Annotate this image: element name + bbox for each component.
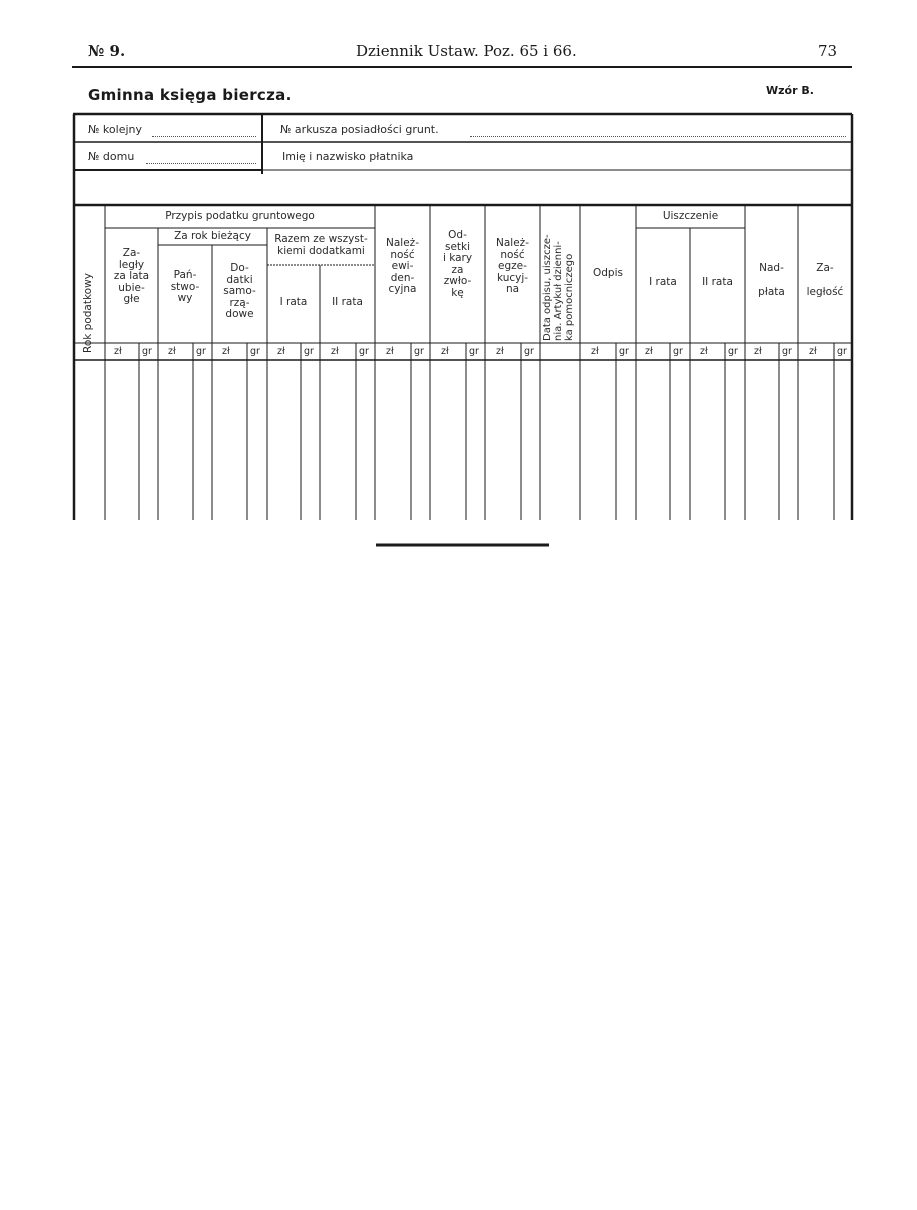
field-sheet-label: № arkusza posiadłości grunt. [280, 123, 439, 136]
razem-line-2: kiemi dodatkami [277, 244, 365, 257]
unit-zl: zł [809, 346, 817, 357]
dodatki-5: dowe [225, 308, 254, 320]
unit-zl: zł [496, 346, 504, 357]
data-odpisu-2: nia. Artykuł dzienni- [553, 241, 564, 341]
header-razem-i-rata: I rata [279, 296, 308, 308]
odsetki-4: za [451, 263, 464, 276]
header-dodatki [212, 263, 267, 321]
ewid-4: den- [390, 271, 415, 284]
unit-gr: gr [304, 346, 314, 357]
egz-5: na [505, 283, 520, 295]
header-rok: Rok podatkowy [82, 273, 94, 353]
unit-zl: zł [222, 346, 230, 357]
zalegly-4: ubie- [118, 281, 145, 294]
header-uiszczenie-ii-rata: II rata [702, 276, 733, 288]
unit-gr: gr [524, 346, 534, 357]
nadplata-1: Nad- [759, 262, 784, 274]
unit-zl: zł [331, 346, 339, 357]
dodatki-2: datki [226, 273, 253, 286]
data-odpisu-1: Data odpisu, uiszcze- [542, 234, 553, 341]
zalegly-5: głe [123, 293, 140, 305]
panstwowy-3: wy [177, 292, 193, 304]
header-za-rok: Za rok bieżący [174, 230, 251, 242]
unit-zl: zł [754, 346, 762, 357]
panstwowy-2: stwo- [170, 280, 200, 293]
unit-gr: gr [837, 346, 847, 357]
header-naleznosc-egz [485, 238, 540, 296]
header-zaleglosc [798, 256, 852, 304]
unit-gr: gr [196, 346, 206, 357]
unit-gr: gr [250, 346, 260, 357]
razem-line-1: Razem ze wszyst- [274, 233, 368, 245]
odsetki-1: Od- [448, 229, 467, 241]
unit-zl: zł [700, 346, 708, 357]
panstwowy-1: Pań- [173, 269, 197, 281]
zalegly-2: legły [118, 258, 145, 271]
header-uiszczenie: Uiszczenie [662, 210, 719, 222]
unit-gr: gr [728, 346, 738, 357]
egz-3: egze- [498, 260, 527, 272]
unit-gr: gr [782, 346, 792, 357]
header-naleznosc-ewid [375, 238, 430, 296]
header-nadplata [745, 256, 798, 304]
egz-4: kucyj- [496, 271, 529, 284]
unit-gr: gr [673, 346, 683, 357]
header-data-odpisu [542, 234, 575, 341]
journal-title: Dziennik Ustaw. Poz. 65 i 66. [356, 42, 577, 60]
unit-zl: zł [441, 346, 449, 357]
ewid-1: Należ- [386, 237, 419, 249]
unit-zl: zł [277, 346, 285, 357]
unit-gr: gr [469, 346, 479, 357]
odsetki-3: i kary [442, 252, 473, 264]
unit-zl: zł [168, 346, 176, 357]
header-uiszczenie-i-rata: I rata [649, 276, 677, 288]
unit-zl: zł [591, 346, 599, 357]
ewid-3: ewi- [391, 260, 414, 272]
odsetki-5: zwło- [443, 275, 472, 287]
header-przypis: Przypis podatku gruntowego [165, 210, 315, 222]
field-number-line[interactable] [152, 136, 256, 137]
unit-gr: gr [414, 346, 424, 357]
egz-2: ność [500, 248, 525, 261]
header-razem [267, 234, 375, 257]
field-name-label: Imię i nazwisko płatnika [282, 150, 414, 163]
data-odpisu-3: ka pomocniczego [564, 253, 575, 341]
ewid-5: cyjna [388, 283, 417, 295]
odsetki-6: kę [451, 286, 464, 299]
egz-1: Należ- [496, 237, 529, 249]
unit-gr: gr [359, 346, 369, 357]
dodatki-4: rzą- [229, 296, 250, 309]
unit-zl: zł [114, 346, 122, 357]
zalegly-1: Za- [122, 247, 141, 259]
unit-gr: gr [142, 346, 152, 357]
header-zalegly [105, 248, 158, 306]
zalegly-3: za lata [113, 270, 150, 282]
field-sheet-line[interactable] [470, 136, 846, 137]
dodatki-3: samo- [223, 285, 256, 297]
header-odsetki [430, 230, 485, 299]
header-razem-ii-rata: II rata [332, 296, 363, 308]
header-odpis: Odpis [593, 267, 623, 279]
page-number: 73 [818, 42, 838, 60]
dodatki-1: Do- [230, 262, 249, 274]
unit-zl: zł [386, 346, 394, 357]
zaleglosc-1: Za- [816, 262, 834, 274]
header-panstwowy [158, 270, 212, 305]
ewid-2: ność [390, 248, 415, 261]
form-pattern: Wzór B. [766, 84, 814, 97]
issue-number: № 9. [88, 42, 126, 60]
form-title: Gminna księga biercza. [88, 86, 292, 104]
unit-zl: zł [645, 346, 653, 357]
field-house-line[interactable] [146, 163, 256, 164]
nadplata-2: płata [758, 286, 785, 298]
odsetki-2: setki [444, 240, 471, 253]
field-house-label: № domu [88, 150, 135, 163]
zaleglosc-2: ległość [806, 286, 844, 298]
unit-gr: gr [619, 346, 629, 357]
field-number-label: № kolejny [88, 123, 143, 136]
